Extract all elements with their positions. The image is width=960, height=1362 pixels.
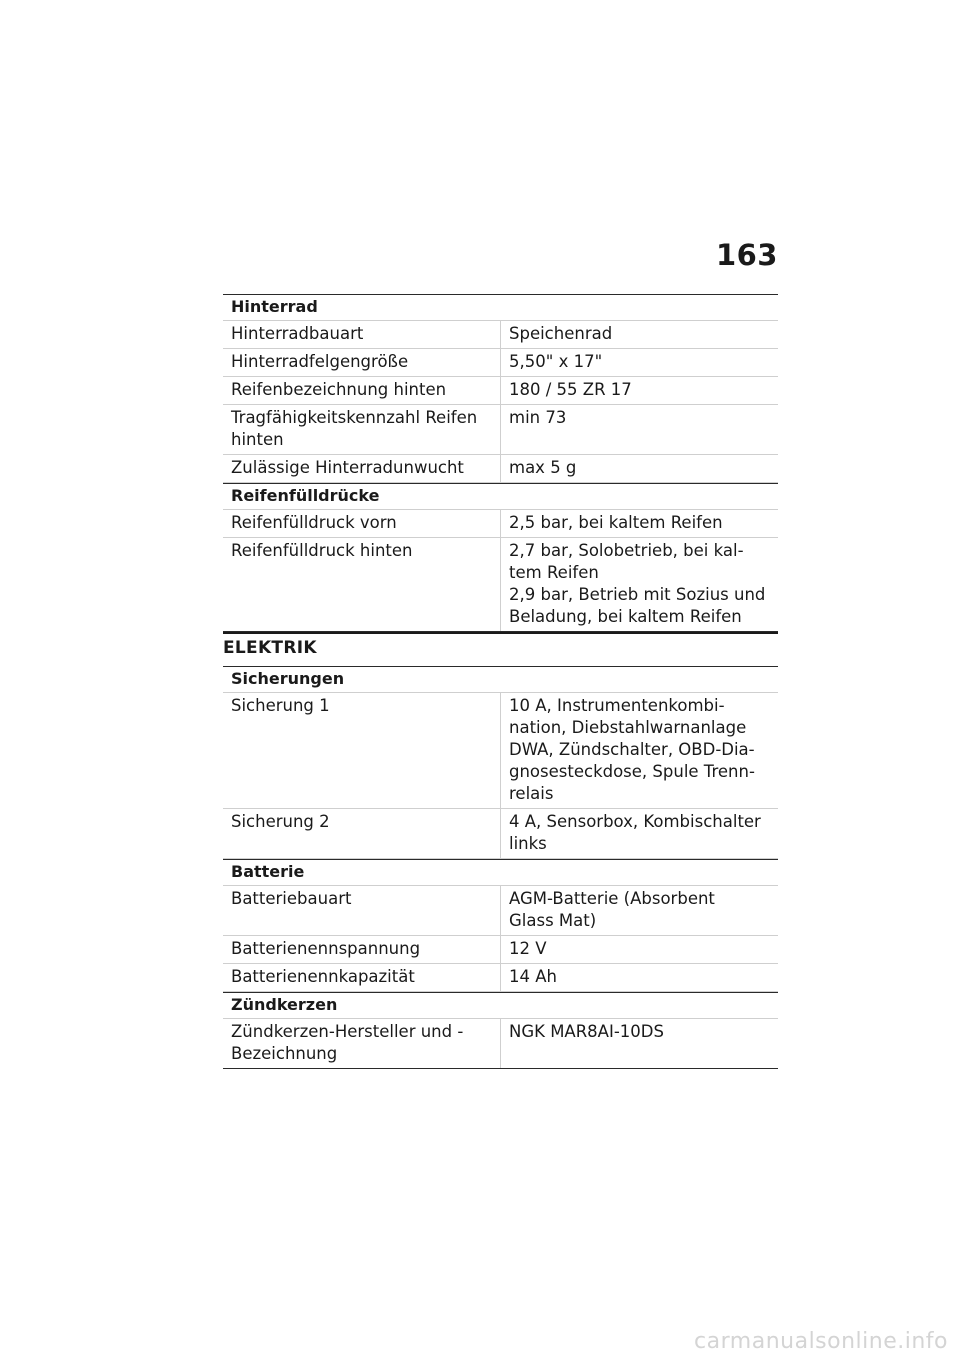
section-title-zuendkerzen: Zündkerzen: [223, 992, 778, 1019]
reifenfuelldruecke-rows: [223, 510, 778, 632]
row-value: [501, 964, 778, 991]
text-line: Batterienennkapazität: [231, 967, 415, 986]
text-line: DWA, Zündschalter, OBD-Dia-: [509, 740, 755, 759]
text-line: Zulässige Hinterradunwucht: [231, 458, 464, 477]
text-line: 5,50" x 17": [509, 352, 603, 371]
table-row: [223, 936, 778, 964]
section-title-sicherungen: Sicherungen: [223, 666, 778, 693]
row-label: [223, 455, 501, 482]
row-label: [223, 321, 501, 348]
text-line: 14 Ah: [509, 967, 557, 986]
row-value: [501, 693, 778, 808]
row-value: [501, 349, 778, 376]
text-line: nation, Diebstahlwarnanlage: [509, 718, 747, 737]
elektrik-table: [223, 632, 778, 1069]
text-line: Tragfähigkeitskennzahl Reifen: [231, 408, 478, 427]
page-number: 163: [715, 238, 778, 272]
text-line: Zündkerzen-Hersteller und -: [231, 1022, 464, 1041]
text-line: max 5 g: [509, 458, 577, 477]
row-value: [501, 510, 778, 537]
text-line: Batterienennspannung: [231, 939, 421, 958]
table-row: [223, 964, 778, 992]
hinterrad-rows: [223, 321, 778, 483]
text-line: Hinterradfelgengröße: [231, 352, 409, 371]
text-line: relais: [509, 784, 554, 803]
text-line: tem Reifen: [509, 563, 599, 582]
text-line: NGK MAR8AI-10DS: [509, 1022, 664, 1041]
row-value: [501, 405, 778, 454]
zuendkerzen-rows: [223, 1019, 778, 1069]
text-line: Speichenrad: [509, 324, 613, 343]
table-row: [223, 377, 778, 405]
text-line: 10 A, Instrumentenkombi-: [509, 696, 725, 715]
row-label: [223, 510, 501, 537]
text-line: 4 A, Sensorbox, Kombischalter: [509, 812, 761, 831]
text-line: 2,5 bar, bei kaltem Reifen: [509, 513, 723, 532]
row-label: [223, 349, 501, 376]
table-row: [223, 693, 778, 809]
row-value: [501, 377, 778, 404]
text-line: Beladung, bei kaltem Reifen: [509, 607, 742, 626]
text-line: Bezeichnung: [231, 1044, 338, 1063]
row-label: [223, 809, 501, 858]
row-value: [501, 455, 778, 482]
row-value: [501, 809, 778, 858]
table-row: [223, 1019, 778, 1069]
row-value: [501, 1019, 778, 1068]
text-line: Reifenfülldruck vorn: [231, 513, 397, 532]
row-label: [223, 377, 501, 404]
section-title-reifenfuelldruecke: Reifenfülldrücke: [223, 483, 778, 510]
text-line: Sicherung 1: [231, 696, 330, 715]
text-line: Reifenfülldruck hinten: [231, 541, 413, 560]
text-line: Batteriebauart: [231, 889, 352, 908]
table-row: [223, 510, 778, 538]
table-row: [223, 405, 778, 455]
table-row: [223, 886, 778, 936]
text-line: 12 V: [509, 939, 547, 958]
table-row: [223, 321, 778, 349]
hinterrad-table: [223, 294, 778, 632]
table-row: [223, 455, 778, 483]
table-row: [223, 349, 778, 377]
table-row: [223, 809, 778, 859]
row-value: [501, 936, 778, 963]
text-line: 2,7 bar, Solobetrieb, bei kal-: [509, 541, 744, 560]
row-label: [223, 538, 501, 631]
chapter-title-elektrik: ELEKTRIK: [223, 632, 778, 666]
row-label: [223, 693, 501, 808]
text-line: 2,9 bar, Betrieb mit Sozius und: [509, 585, 766, 604]
row-label: [223, 1019, 501, 1068]
text-line: hinten: [231, 430, 284, 449]
row-value: [501, 538, 778, 631]
batterie-rows: [223, 886, 778, 992]
section-title-hinterrad: Hinterrad: [223, 294, 778, 321]
text-line: gnosesteckdose, Spule Trenn-: [509, 762, 755, 781]
row-value: [501, 886, 778, 935]
sicherungen-rows: [223, 693, 778, 859]
row-label: [223, 936, 501, 963]
row-label: [223, 886, 501, 935]
text-line: AGM-Batterie (Absorbent: [509, 889, 715, 908]
text-line: min 73: [509, 408, 567, 427]
row-label: [223, 964, 501, 991]
watermark: carmanualsonline.info: [694, 1329, 948, 1354]
text-line: Hinterradbauart: [231, 324, 364, 343]
row-label: [223, 405, 501, 454]
table-row: [223, 538, 778, 632]
text-line: 180 / 55 ZR 17: [509, 380, 632, 399]
text-line: links: [509, 834, 547, 853]
text-line: Sicherung 2: [231, 812, 330, 831]
row-value: [501, 321, 778, 348]
section-title-batterie: Batterie: [223, 859, 778, 886]
text-line: Glass Mat): [509, 911, 597, 930]
text-line: Reifenbezeichnung hinten: [231, 380, 447, 399]
